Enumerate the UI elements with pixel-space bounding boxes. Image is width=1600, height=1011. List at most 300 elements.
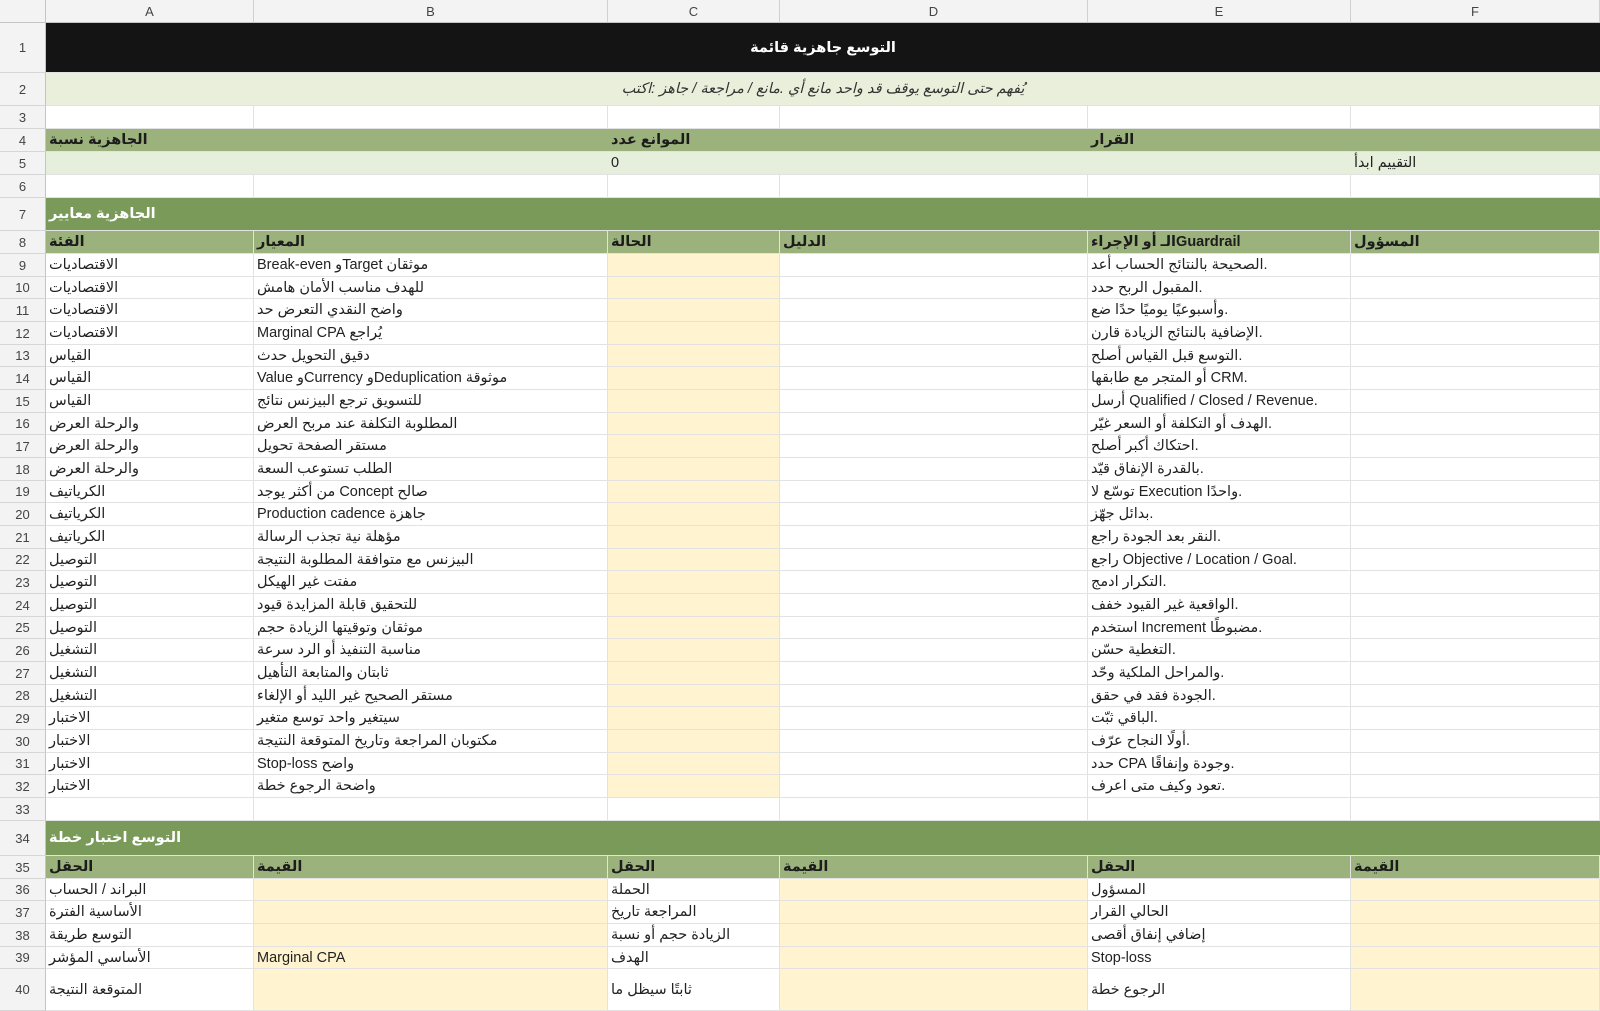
evidence-cell[interactable] [780, 549, 1088, 570]
criteria-row [46, 367, 1600, 390]
action-cell[interactable]: .والمراحل الملكية وحّد [1088, 662, 1351, 684]
action-cell[interactable]: .وأسبوعيًا يوميًا حدًا ضع [1088, 299, 1351, 321]
field-cell[interactable]: الأساسية الفترة [46, 901, 254, 923]
row-header[interactable]: 12 [0, 322, 46, 345]
column-header-c[interactable]: C [608, 0, 780, 23]
owner-cell[interactable] [1351, 503, 1600, 525]
row-header[interactable]: 35 [0, 856, 46, 879]
owner-cell[interactable] [1351, 662, 1600, 684]
field-cell[interactable]: إضافي إنفاق أقصى [1088, 924, 1351, 946]
empty-cell[interactable] [780, 106, 1088, 128]
header-category[interactable]: الفئة [46, 231, 254, 253]
empty-cell[interactable] [46, 798, 254, 820]
action-cell[interactable]: .بدائل جهّز [1088, 503, 1351, 525]
field-cell[interactable]: البراند / الحساب [46, 879, 254, 900]
row-header[interactable]: 37 [0, 901, 46, 924]
plan-row [46, 879, 1600, 901]
field-cell[interactable]: المسؤول [1088, 879, 1351, 900]
evidence-cell[interactable] [780, 254, 1088, 276]
action-cell[interactable]: .الجودة فقد في حقق [1088, 685, 1351, 706]
sheet-subtitle[interactable]: يُفهم حتى التوسع يوقف قد واحد مانع أي .مانع / مراجعة / جاهز :اكتب [621, 81, 1025, 97]
criteria-row [46, 481, 1600, 503]
criterion-cell[interactable]: مفتت غير الهيكل [254, 571, 608, 593]
status-cell[interactable] [608, 458, 780, 480]
category-cell[interactable]: القياس [46, 390, 254, 412]
category-cell[interactable]: الاختبار [46, 775, 254, 797]
evidence-cell[interactable] [780, 526, 1088, 548]
evidence-cell[interactable] [780, 481, 1088, 502]
row-header[interactable]: 30 [0, 730, 46, 753]
evidence-cell[interactable] [780, 345, 1088, 366]
evidence-cell[interactable] [780, 322, 1088, 344]
category-cell[interactable]: التوصيل [46, 617, 254, 638]
category-cell[interactable]: التشغيل [46, 662, 254, 684]
evidence-cell[interactable] [780, 435, 1088, 457]
criteria-row [46, 617, 1600, 639]
status-cell[interactable] [608, 753, 780, 774]
column-header-e[interactable]: E [1088, 0, 1351, 23]
empty-row [46, 106, 1600, 129]
row-header[interactable]: 24 [0, 594, 46, 617]
action-cell[interactable]: .التكرار ادمج [1088, 571, 1351, 593]
column-header-a[interactable]: A [46, 0, 254, 23]
criteria-section-title[interactable]: الجاهزية معايير [49, 206, 156, 222]
row-header[interactable]: 23 [0, 571, 46, 594]
row-header[interactable]: 2 [0, 73, 46, 106]
empty-cell[interactable] [1088, 175, 1351, 197]
evidence-cell[interactable] [780, 730, 1088, 752]
status-cell[interactable] [608, 526, 780, 548]
action-cell[interactable]: .CRM أو المتجر مع طابقها [1088, 367, 1351, 389]
plan-row [46, 969, 1600, 1011]
field-cell[interactable]: الحالي القرار [1088, 901, 1351, 923]
evidence-cell[interactable] [780, 503, 1088, 525]
header-value[interactable]: القيمة [780, 856, 1088, 878]
action-cell[interactable]: .مضبوطًا Increment استخدم [1088, 617, 1351, 638]
value-cell[interactable] [254, 901, 608, 923]
evidence-cell[interactable] [780, 639, 1088, 661]
evidence-cell[interactable] [780, 662, 1088, 684]
category-cell[interactable]: الاقتصاديات [46, 254, 254, 276]
header-value[interactable]: القيمة [254, 856, 608, 878]
empty-cell[interactable] [780, 798, 1088, 820]
owner-cell[interactable] [1351, 753, 1600, 774]
summary-value-row [46, 152, 1600, 175]
category-cell[interactable]: التشغيل [46, 685, 254, 706]
value-cell[interactable] [1351, 879, 1600, 900]
owner-cell[interactable] [1351, 322, 1600, 344]
empty-row [46, 798, 1600, 821]
status-cell[interactable] [608, 594, 780, 616]
row-header[interactable]: 40 [0, 969, 46, 1011]
evidence-cell[interactable] [780, 617, 1088, 638]
row-header[interactable]: 27 [0, 662, 46, 685]
action-cell[interactable]: .تعود وكيف متى اعرف [1088, 775, 1351, 797]
evidence-cell[interactable] [780, 367, 1088, 389]
criteria-row [46, 390, 1600, 413]
criteria-row [46, 775, 1600, 798]
row-header[interactable]: 6 [0, 175, 46, 198]
criteria-row [46, 685, 1600, 707]
criteria-row [46, 503, 1600, 526]
criterion-cell[interactable]: مناسبة التنفيذ أو الرد سرعة [254, 639, 608, 661]
status-cell[interactable] [608, 299, 780, 321]
criteria-row [46, 435, 1600, 458]
owner-cell[interactable] [1351, 458, 1600, 480]
status-cell[interactable] [608, 345, 780, 366]
criteria-row [46, 707, 1600, 730]
readiness-label[interactable]: الجاهزية نسبة [49, 132, 148, 148]
row-header[interactable]: 38 [0, 924, 46, 947]
field-cell[interactable]: المراجعة تاريخ [608, 901, 780, 923]
row-header[interactable]: 11 [0, 299, 46, 322]
header-value[interactable]: القيمة [1351, 856, 1600, 878]
status-cell[interactable] [608, 549, 780, 570]
status-cell[interactable] [608, 481, 780, 502]
evidence-cell[interactable] [780, 458, 1088, 480]
value-cell[interactable] [1351, 924, 1600, 946]
action-cell[interactable]: .بالقدرة الإنفاق قيّد [1088, 458, 1351, 480]
status-cell[interactable] [608, 503, 780, 525]
criteria-row [46, 662, 1600, 685]
criterion-cell[interactable]: صالح Concept من أكثر يوجد [254, 481, 608, 502]
owner-cell[interactable] [1351, 367, 1600, 389]
row-header[interactable]: 14 [0, 367, 46, 390]
plan-section-row [46, 821, 1600, 856]
status-cell[interactable] [608, 662, 780, 684]
empty-cell[interactable] [1351, 798, 1600, 820]
select-all-corner[interactable] [0, 0, 46, 23]
status-cell[interactable] [608, 775, 780, 797]
criteria-section-row [46, 198, 1600, 231]
evidence-cell[interactable] [780, 707, 1088, 729]
category-cell[interactable]: التوصيل [46, 571, 254, 593]
header-field[interactable]: الحقل [1088, 856, 1351, 878]
status-cell[interactable] [608, 322, 780, 344]
empty-cell[interactable] [46, 106, 254, 128]
category-cell[interactable]: الاقتصاديات [46, 277, 254, 298]
header-action[interactable]: Guardrailالـ أو الإجراء [1088, 231, 1351, 253]
empty-cell[interactable] [254, 798, 608, 820]
owner-cell[interactable] [1351, 775, 1600, 797]
owner-cell[interactable] [1351, 481, 1600, 502]
criterion-cell[interactable]: واضح Stop-loss [254, 753, 608, 774]
category-cell[interactable]: الاقتصاديات [46, 299, 254, 321]
status-cell[interactable] [608, 685, 780, 706]
empty-cell[interactable] [608, 175, 780, 197]
status-cell[interactable] [608, 413, 780, 434]
owner-cell[interactable] [1351, 730, 1600, 752]
evidence-cell[interactable] [780, 299, 1088, 321]
row-header[interactable]: 31 [0, 753, 46, 775]
category-cell[interactable]: الاختبار [46, 730, 254, 752]
criterion-cell[interactable]: سيتغير واحد توسع متغير [254, 707, 608, 729]
criteria-row [46, 730, 1600, 753]
criterion-cell[interactable]: مستقر الصفحة تحويل [254, 435, 608, 457]
value-cell[interactable] [780, 924, 1088, 946]
empty-cell[interactable] [1088, 798, 1351, 820]
category-cell[interactable]: الكرياتيف [46, 503, 254, 525]
criteria-row [46, 639, 1600, 662]
empty-row [46, 175, 1600, 198]
header-field[interactable]: الحقل [46, 856, 254, 878]
category-cell[interactable]: والرحلة العرض [46, 435, 254, 457]
value-cell[interactable]: Marginal CPA [254, 947, 608, 968]
value-cell[interactable] [1351, 947, 1600, 968]
column-header-f[interactable]: F [1351, 0, 1600, 23]
action-cell[interactable]: .واحدًا Execution توسّع لا [1088, 481, 1351, 502]
criterion-cell[interactable]: جاهزة Production cadence [254, 503, 608, 525]
empty-cell[interactable] [1351, 106, 1600, 128]
field-cell[interactable]: ثابتًا سيظل ما [608, 969, 780, 1010]
value-cell[interactable] [1351, 901, 1600, 923]
owner-cell[interactable] [1351, 549, 1600, 570]
evidence-cell[interactable] [780, 277, 1088, 298]
criterion-cell[interactable]: للهدف مناسب الأمان هامش [254, 277, 608, 298]
category-cell[interactable]: الاقتصاديات [46, 322, 254, 344]
owner-cell[interactable] [1351, 617, 1600, 638]
action-cell[interactable]: .الهدف أو التكلفة أو السعر غيّر [1088, 413, 1351, 434]
header-status[interactable]: الحالة [608, 231, 780, 253]
action-cell[interactable]: .Qualified / Closed / Revenue أرسل [1088, 390, 1351, 412]
owner-cell[interactable] [1351, 571, 1600, 593]
criteria-row [46, 571, 1600, 594]
row-header[interactable]: 8 [0, 231, 46, 254]
value-cell[interactable] [254, 924, 608, 946]
row-header[interactable]: 3 [0, 106, 46, 129]
row-header[interactable]: 5 [0, 152, 46, 175]
value-cell[interactable] [254, 879, 608, 900]
plan-row [46, 901, 1600, 924]
status-cell[interactable] [608, 639, 780, 661]
status-cell[interactable] [608, 730, 780, 752]
row-header[interactable]: 28 [0, 685, 46, 707]
decision-value[interactable]: التقييم ابدأ [1354, 155, 1417, 171]
decision-label[interactable]: القرار [1091, 132, 1135, 148]
criterion-cell[interactable]: المطلوبة التكلفة عند مربح العرض [254, 413, 608, 434]
row-header[interactable]: 26 [0, 639, 46, 662]
blockers-value[interactable]: 0 [611, 155, 620, 171]
value-cell[interactable] [780, 901, 1088, 923]
row-header[interactable]: 18 [0, 458, 46, 481]
status-cell[interactable] [608, 390, 780, 412]
plan-header-row [46, 856, 1600, 879]
criteria-row [46, 322, 1600, 345]
criterion-cell[interactable]: البيزنس مع متوافقة المطلوبة النتيجة [254, 549, 608, 570]
subtitle-row [46, 73, 1600, 106]
criterion-cell[interactable]: للتحقيق قابلة المزايدة قيود [254, 594, 608, 616]
action-cell[interactable]: .الواقعية غير القيود خفف [1088, 594, 1351, 616]
criteria-header-row [46, 231, 1600, 254]
criterion-cell[interactable]: مؤهلة نية تجذب الرسالة [254, 526, 608, 548]
evidence-cell[interactable] [780, 571, 1088, 593]
action-cell[interactable]: .التوسع قبل القياس أصلح [1088, 345, 1351, 366]
empty-cell[interactable] [46, 175, 254, 197]
category-cell[interactable]: القياس [46, 367, 254, 389]
criterion-cell[interactable]: موثقان Targetو Break-even [254, 254, 608, 276]
category-cell[interactable]: والرحلة العرض [46, 458, 254, 480]
action-cell[interactable]: .Objective / Location / Goal راجع [1088, 549, 1351, 570]
owner-cell[interactable] [1351, 277, 1600, 298]
row-header[interactable]: 7 [0, 198, 46, 231]
criterion-cell[interactable]: موثوقة Deduplicationو Currencyو Value [254, 367, 608, 389]
row-header[interactable]: 1 [0, 23, 46, 73]
criterion-cell[interactable]: دقيق التحويل حدث [254, 345, 608, 366]
field-cell[interactable]: الأساسي المؤشر [46, 947, 254, 968]
evidence-cell[interactable] [780, 685, 1088, 706]
category-cell[interactable]: الاختبار [46, 753, 254, 774]
criteria-row [46, 458, 1600, 481]
sheet-title[interactable]: التوسع جاهزية قائمة [750, 39, 896, 56]
row-header[interactable]: 10 [0, 277, 46, 299]
status-cell[interactable] [608, 254, 780, 276]
row-header[interactable]: 15 [0, 390, 46, 413]
criteria-row [46, 753, 1600, 775]
field-cell[interactable]: الهدف [608, 947, 780, 968]
row-header[interactable]: 34 [0, 821, 46, 856]
value-cell[interactable] [1351, 969, 1600, 1010]
evidence-cell[interactable] [780, 594, 1088, 616]
row-header[interactable]: 22 [0, 549, 46, 571]
action-cell[interactable]: .المقبول الربح حدد [1088, 277, 1351, 298]
owner-cell[interactable] [1351, 594, 1600, 616]
criteria-row [46, 299, 1600, 322]
readiness-value[interactable] [46, 152, 608, 174]
owner-cell[interactable] [1351, 413, 1600, 434]
criteria-row [46, 345, 1600, 367]
row-header[interactable]: 13 [0, 345, 46, 367]
owner-cell[interactable] [1351, 707, 1600, 729]
value-cell[interactable] [780, 947, 1088, 968]
evidence-cell[interactable] [780, 753, 1088, 774]
owner-cell[interactable] [1351, 435, 1600, 457]
summary-label-row [46, 129, 1600, 152]
criterion-cell[interactable]: مكتوبان المراجعة وتاريخ المتوقعة النتيجة [254, 730, 608, 752]
row-header[interactable]: 16 [0, 413, 46, 435]
action-cell[interactable]: .الباقي ثبّت [1088, 707, 1351, 729]
action-cell[interactable]: .النقر بعد الجودة راجع [1088, 526, 1351, 548]
criteria-row [46, 413, 1600, 435]
category-cell[interactable]: التشغيل [46, 639, 254, 661]
criteria-row [46, 277, 1600, 299]
value-cell[interactable] [780, 969, 1088, 1010]
status-cell[interactable] [608, 435, 780, 457]
empty-cell[interactable] [1088, 106, 1351, 128]
criteria-row [46, 526, 1600, 549]
owner-cell[interactable] [1351, 254, 1600, 276]
action-cell[interactable]: .الصحيحة بالنتائج الحساب أعد [1088, 254, 1351, 276]
plan-row [46, 947, 1600, 969]
plan-row [46, 924, 1600, 947]
row-header[interactable]: 25 [0, 617, 46, 639]
status-cell[interactable] [608, 367, 780, 389]
criteria-row [46, 549, 1600, 571]
criterion-cell[interactable]: مستقر الصحيح غير الليد أو الإلغاء [254, 685, 608, 706]
empty-cell[interactable] [608, 106, 780, 128]
action-cell[interactable]: .الإضافية بالنتائج الزيادة قارن [1088, 322, 1351, 344]
category-cell[interactable]: والرحلة العرض [46, 413, 254, 434]
owner-cell[interactable] [1351, 299, 1600, 321]
field-cell[interactable]: المتوقعة النتيجة [46, 969, 254, 1010]
status-cell[interactable] [608, 707, 780, 729]
category-cell[interactable]: الكرياتيف [46, 481, 254, 502]
criterion-cell[interactable]: واضح النقدي التعرض حد [254, 299, 608, 321]
row-header[interactable]: 20 [0, 503, 46, 526]
title-row [46, 23, 1600, 73]
status-cell[interactable] [608, 571, 780, 593]
empty-cell[interactable] [1351, 175, 1600, 197]
owner-cell[interactable] [1351, 526, 1600, 548]
category-cell[interactable]: التوصيل [46, 549, 254, 570]
row-header[interactable]: 21 [0, 526, 46, 549]
action-cell[interactable]: .التغطية حسّن [1088, 639, 1351, 661]
category-cell[interactable]: القياس [46, 345, 254, 366]
action-cell[interactable]: .وجودة وإنفاقًا CPA حدد [1088, 753, 1351, 774]
header-evidence[interactable]: الدليل [780, 231, 1088, 253]
field-cell[interactable]: التوسع طريقة [46, 924, 254, 946]
evidence-cell[interactable] [780, 390, 1088, 412]
owner-cell[interactable] [1351, 345, 1600, 366]
header-owner[interactable]: المسؤول [1351, 231, 1600, 253]
owner-cell[interactable] [1351, 639, 1600, 661]
criterion-cell[interactable]: ثابتان والمتابعة التأهيل [254, 662, 608, 684]
empty-cell[interactable] [608, 798, 780, 820]
evidence-cell[interactable] [780, 413, 1088, 434]
row-header[interactable]: 33 [0, 798, 46, 821]
column-header-b[interactable]: B [254, 0, 608, 23]
empty-cell[interactable] [254, 106, 608, 128]
value-cell[interactable] [780, 879, 1088, 900]
field-cell[interactable]: الحملة [608, 879, 780, 900]
empty-cell[interactable] [254, 175, 608, 197]
value-cell[interactable] [254, 969, 608, 1010]
category-cell[interactable]: الكرياتيف [46, 526, 254, 548]
status-cell[interactable] [608, 277, 780, 298]
plan-section-title[interactable]: التوسع اختبار خطة [49, 830, 182, 846]
field-cell[interactable]: الزيادة حجم أو نسبة [608, 924, 780, 946]
criteria-row [46, 254, 1600, 277]
action-cell[interactable]: .احتكاك أكبر أصلح [1088, 435, 1351, 457]
header-criterion[interactable]: المعيار [254, 231, 608, 253]
row-header[interactable]: 39 [0, 947, 46, 969]
row-header[interactable]: 4 [0, 129, 46, 152]
field-cell[interactable]: الرجوع خطة [1088, 969, 1351, 1010]
row-header[interactable]: 9 [0, 254, 46, 277]
status-cell[interactable] [608, 617, 780, 638]
criterion-cell[interactable]: يُراجع Marginal CPA [254, 322, 608, 344]
row-header[interactable]: 32 [0, 775, 46, 798]
empty-cell[interactable] [780, 175, 1088, 197]
category-cell[interactable]: التوصيل [46, 594, 254, 616]
row-header[interactable]: 29 [0, 707, 46, 730]
field-cell[interactable]: Stop-loss [1088, 947, 1351, 968]
column-header-d[interactable]: D [780, 0, 1088, 23]
criterion-cell[interactable]: الطلب تستوعب السعة [254, 458, 608, 480]
criterion-cell[interactable]: واضحة الرجوع خطة [254, 775, 608, 797]
owner-cell[interactable] [1351, 390, 1600, 412]
criterion-cell[interactable]: موثقان وتوقيتها الزيادة حجم [254, 617, 608, 638]
criterion-cell[interactable]: للتسويق ترجع البيزنس نتائج [254, 390, 608, 412]
header-field[interactable]: الحقل [608, 856, 780, 878]
row-header[interactable]: 17 [0, 435, 46, 458]
evidence-cell[interactable] [780, 775, 1088, 797]
category-cell[interactable]: الاختبار [46, 707, 254, 729]
blockers-label[interactable]: الموانع عدد [611, 132, 691, 148]
owner-cell[interactable] [1351, 685, 1600, 706]
row-header[interactable]: 36 [0, 879, 46, 901]
row-header[interactable]: 19 [0, 481, 46, 503]
action-cell[interactable]: .أولًا النجاح عرّف [1088, 730, 1351, 752]
